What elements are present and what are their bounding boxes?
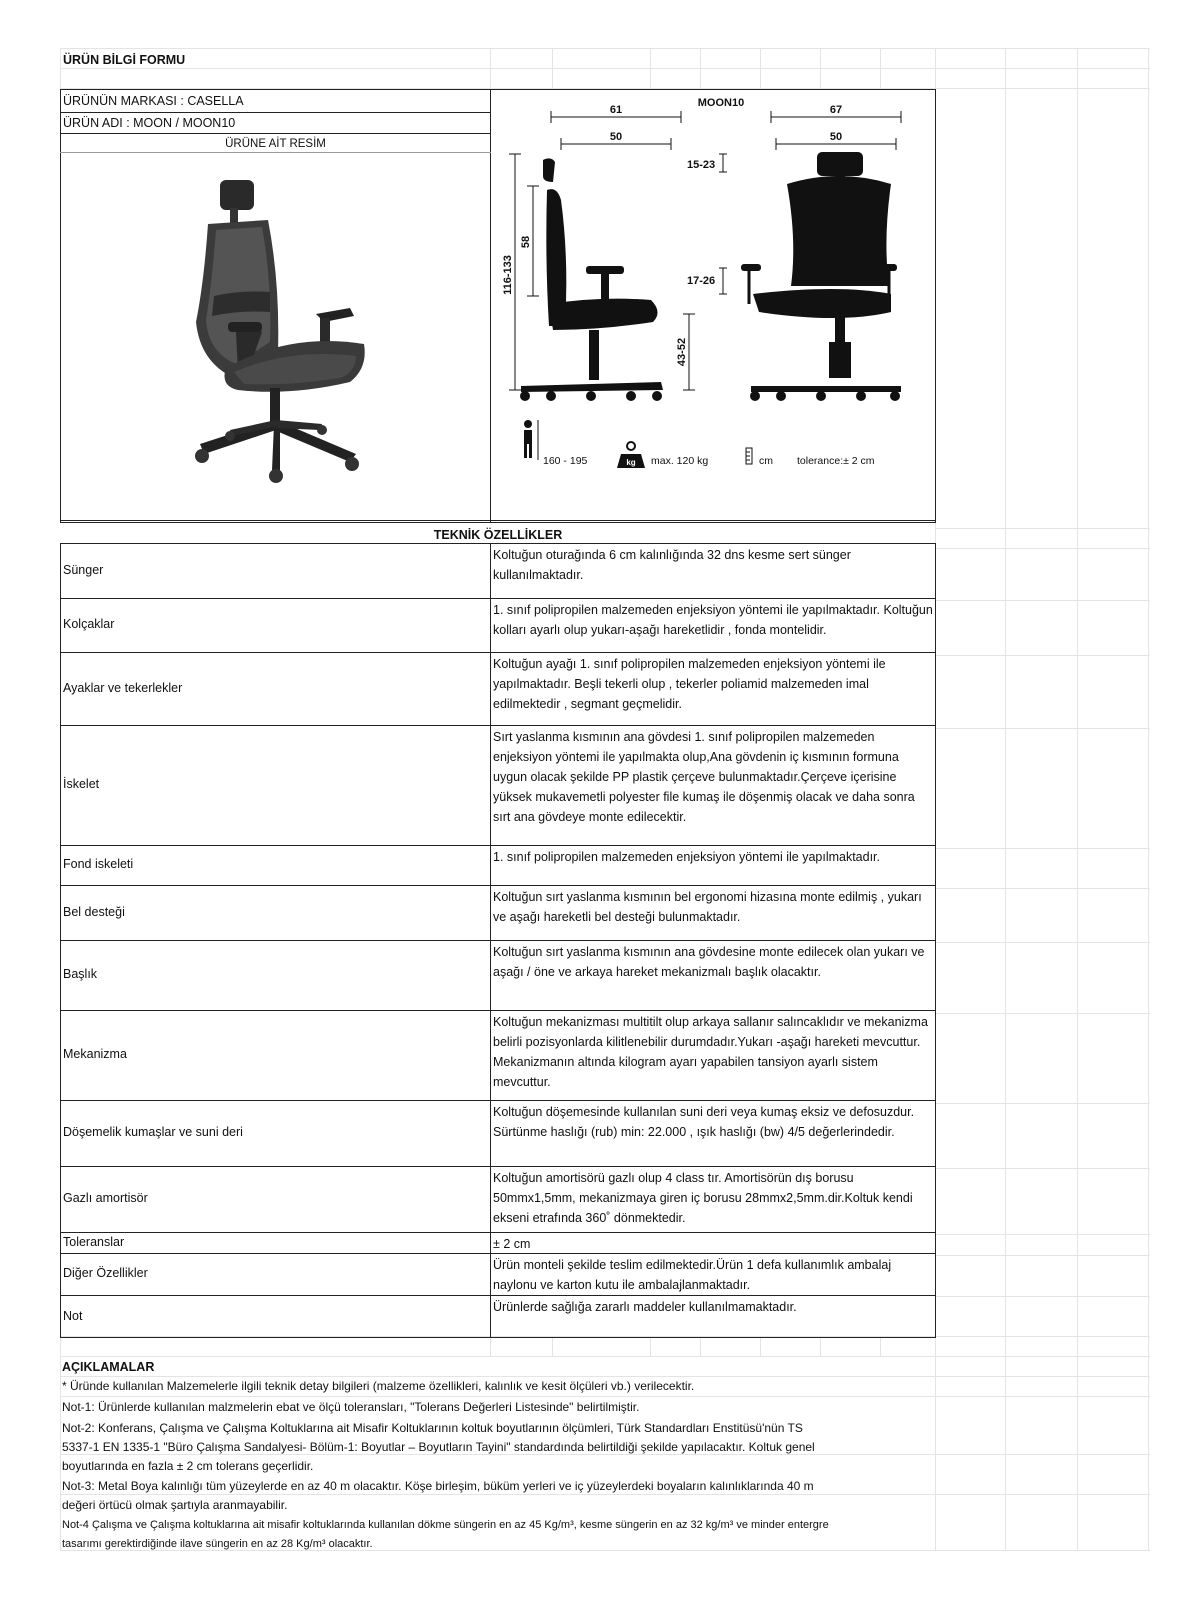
model-label: MOON10 bbox=[697, 97, 745, 109]
spec-value: Koltuğun amortisörü gazlı olup 4 class tır. Amortisörün dış borusu 50mmx1,5mm, mekanizmaya giren iç borusu 28mmx2,5mm.dir.Koltuk kendi ekseni etrafında 360˚ dönmektedir. bbox=[493, 1171, 913, 1225]
unit-label: cm bbox=[759, 455, 773, 467]
note-1: Not-1: Ürünlerde kullanılan malzmelerin ebat ve ölçü toleransları, "Tolerans Değerleri Listesinde" belirtilmiştir. bbox=[62, 1400, 640, 1414]
spec-value: Koltuğun sırt yaslanma kısmının bel ergonomi hizasına monte edilmiş , yukarı ve aşağı hareketli bel desteği bulunmaktadır. bbox=[493, 890, 922, 924]
spec-label: Başlık bbox=[63, 967, 98, 981]
spec-label: İskelet bbox=[63, 777, 100, 791]
armrest-height: 17-26 bbox=[687, 275, 716, 287]
spec-value: ± 2 cm bbox=[493, 1237, 531, 1251]
form-title: ÜRÜN BİLGİ FORMU bbox=[63, 53, 186, 67]
user-height: 160 - 195 bbox=[543, 455, 588, 467]
spec-label: Döşemelik kumaşlar ve suni deri bbox=[63, 1125, 243, 1139]
image-caption: ÜRÜNE AİT RESİM bbox=[225, 138, 326, 150]
kg-icon-label: kg bbox=[626, 458, 636, 467]
section-title: TEKNİK ÖZELLİKLER bbox=[433, 528, 563, 542]
spec-label: Fond iskeleti bbox=[63, 857, 134, 871]
spec-value: 1. sınıf polipropilen malzemeden enjeksiyon yöntemi ile yapılmaktadır. bbox=[493, 850, 881, 864]
max-weight: max. 120 kg bbox=[651, 455, 709, 467]
spec-label: Kolçaklar bbox=[63, 617, 115, 631]
note-2-line-1: Not-2: Konferans, Çalışma ve Çalışma Koltuklarına ait Misafir Koltuklarının koltuk boyutlarının ölçümleri, Türk Standardları Enstitüsü'nün TS bbox=[62, 1421, 803, 1435]
spec-label: Gazlı amortisör bbox=[63, 1191, 148, 1205]
note-2-line-2: 5337-1 EN 1335-1 "Büro Çalışma Sandalyesi- Bölüm-1: Boyutlar – Boyutların Tayini" standardında belirtildiği şekilde yapılacaktır. Koltuk genel bbox=[62, 1440, 815, 1454]
spec-value: Koltuğun döşemesinde kullanılan suni deri veya kumaş eksiz ve defosuzdur. Sürtünme haslığı (rub) min: 22.000 , ışık haslığı (bw) 4/5 değerlerindedir. bbox=[493, 1105, 915, 1139]
total-height: 116-133 bbox=[502, 255, 514, 295]
spec-label: Mekanizma bbox=[63, 1047, 127, 1061]
spec-value: Koltuğun mekanizması multitilt olup arkaya sallanır salıncaklıdır ve mekanizma belirli pozisyonlarda kilitlenebilir durumdadır.Yukarı -aşağı hareketi mevcuttur. Mekanizmanın altında kilogram ayarı yapabilen tansiyon ayarlı sistem mevcuttur. bbox=[493, 1015, 928, 1089]
spec-value: Koltuğun sırt yaslanma kısmının ana gövdesine monte edilecek olan yukarı ve aşağı / öne ve arkaya hareket mekanizmalı başlık olacaktır. bbox=[493, 945, 925, 979]
front-width-top: 67 bbox=[829, 104, 843, 116]
spec-value: Koltuğun ayağı 1. sınıf polipropilen malzemeden enjeksiyon yöntemi ile yapılmaktadır. Beşli tekerli olup , tekerler poliamid malzemeden imal edilmektedir , segmant geçmelidir. bbox=[493, 657, 886, 711]
chair-photo bbox=[190, 172, 385, 492]
note-3-line-2: değeri örtücü olmak şartıyla aranmayabilir. bbox=[62, 1498, 288, 1512]
note-3-line-1: Not-3: Metal Boya kalınlığı tüm yüzeylerde en az 40 m olacaktır. Köşe birleşim, büküm yerleri ve iç yüzeylerdeki boyaların kalınlıklarında 40 m bbox=[62, 1479, 814, 1493]
spec-value: Ürünlerde sağlığa zararlı maddeler kullanılmamaktadır. bbox=[493, 1300, 797, 1314]
notes-title: AÇIKLAMALAR bbox=[62, 1360, 155, 1374]
brand-line: ÜRÜNÜN MARKASI : CASELLA bbox=[63, 94, 244, 108]
spec-value: Sırt yaslanma kısmının ana gövdesi 1. sınıf polipropilen malzemeden enjeksiyon yöntemi ile yapılmakta olup,Ana gövdenin iç kısmının formuna uygun olacak şekilde PP plastik çerçeve bulunmaktadır.Çerçeve içerisine yüksek mukavemetli polyester file kumaş ile döşenmiş olacak ve daha sonra sırt ana gövdeye monte edilecektir. bbox=[493, 730, 915, 824]
seat-height: 43-52 bbox=[676, 337, 688, 367]
side-width-seat: 50 bbox=[609, 131, 623, 143]
note-4-line-1: Not-4 Çalışma ve Çalışma koltuklarına ait misafir koltuklarında kullanılan dökme süngerin en az 45 Kg/m³, kesme süngerin en az 32 kg/m³ ve minder entergre bbox=[62, 1519, 829, 1531]
ruler-icon bbox=[746, 448, 752, 464]
spec-label: Not bbox=[63, 1309, 83, 1323]
spec-value: Koltuğun oturağında 6 cm kalınlığında 32 dns kesme sert sünger kullanılmaktadır. bbox=[493, 548, 851, 582]
headrest-adjust: 15-23 bbox=[687, 159, 716, 171]
note-2-line-3: boyutlarında en fazla ± 2 cm tolerans geçerlidir. bbox=[62, 1459, 314, 1473]
person-icon bbox=[524, 420, 538, 460]
spec-value: Ürün monteli şekilde teslim edilmektedir.Ürün 1 defa kullanımlık ambalaj naylonu ve karton kutu ile ambalajlanmaktadır. bbox=[493, 1258, 892, 1292]
spec-value: 1. sınıf polipropilen malzemeden enjeksiyon yöntemi ile yapılmaktadır. Koltuğun kolları ayarlı olup yukarı-aşağı hareketlidir , fonda montelidir. bbox=[493, 603, 933, 637]
spec-label: Sünger bbox=[63, 563, 104, 577]
back-height: 58 bbox=[520, 235, 532, 249]
side-width-top: 61 bbox=[609, 104, 623, 116]
product-name-line: ÜRÜN ADI : MOON / MOON10 bbox=[63, 116, 236, 130]
spec-label: Diğer Özellikler bbox=[63, 1266, 148, 1280]
weight-icon bbox=[617, 442, 645, 468]
dimension-drawing bbox=[491, 90, 935, 490]
tolerance-label: tolerance:± 2 cm bbox=[797, 455, 875, 467]
spec-label: Bel desteği bbox=[63, 905, 125, 919]
note-4-line-2: tasarımı gerektirdiğinde ilave süngerin en az 28 Kg/m³ olacaktır. bbox=[62, 1538, 373, 1550]
note-star: * Üründe kullanılan Malzemelerle ilgili teknik detay bilgileri (malzeme özellikleri, kalınlık ve kesit ölçüleri vb.) verilecektir. bbox=[62, 1379, 695, 1393]
front-width-seat: 50 bbox=[829, 131, 843, 143]
spec-label: Toleranslar bbox=[63, 1235, 125, 1249]
spec-label: Ayaklar ve tekerlekler bbox=[63, 681, 183, 695]
